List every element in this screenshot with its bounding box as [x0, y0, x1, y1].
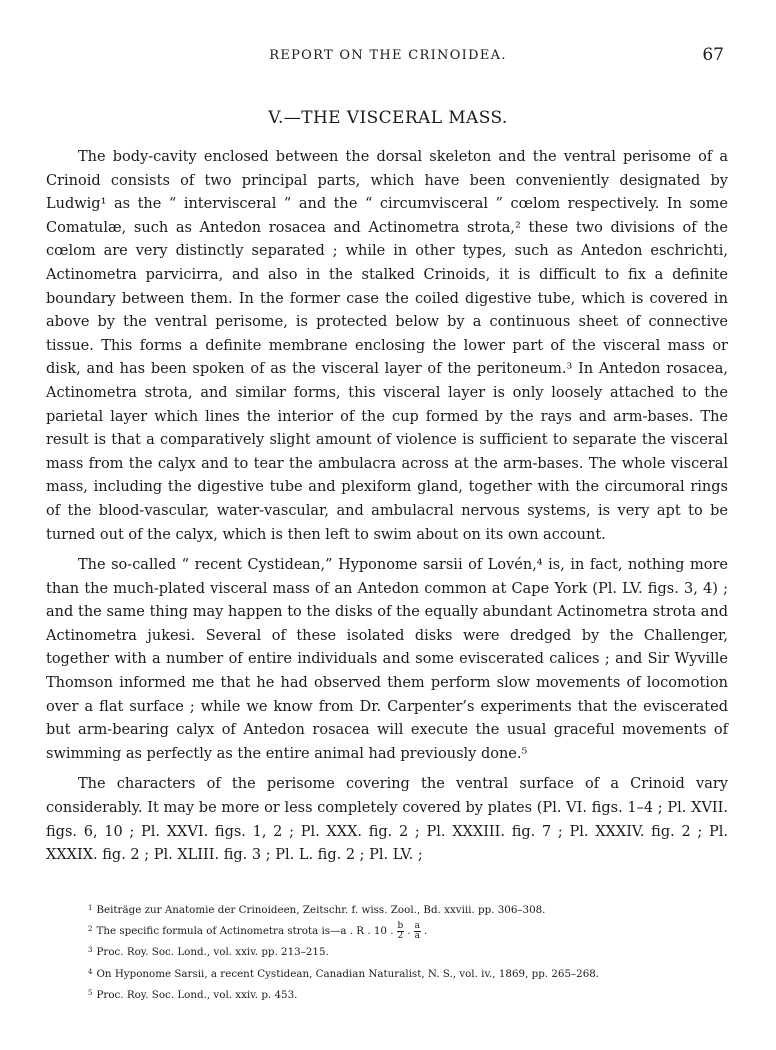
paragraph: The so-called “ recent Cystidean,” Hyponome sarsii of Lovén,⁴ is, in fact, nothing more than the much-plated visceral mass of an Antedon common at Cape York (Pl. LV. figs. 3, 4) ; and the same thing may happen to the disks of the equally abundant Actinometra strota and Actinometra jukesi. Several of these isolated disks were dredged by the Challenger, together with a number of entire individuals and some eviscerated calices ; and Sir Wyville Thomson informed me that he had observed them perform slow movements of locomotion over a flat surface ; while we know from Dr. Carpenter’s experiments that the eviscerated but arm-bearing calyx of Antedon rosacea will execute the usual graceful movements of swimming as perfectly as the entire animal had previously done.⁵: [46, 557, 728, 762]
footnote: [88, 941, 698, 962]
fraction-numerator: b: [397, 920, 404, 931]
footnote-text: Proc. Roy. Soc. Lond., vol. xxiv. pp. 213–215.: [96, 946, 329, 959]
fraction-denominator: a: [414, 930, 420, 941]
section-title: V.—THE VISCERAL MASS.: [268, 108, 508, 128]
footnote-mark: 5: [88, 988, 93, 997]
paragraph: The body-cavity enclosed between the dorsal skeleton and the ventral perisome of a Crinoid consists of two principal parts, which have been conveniently designated by Ludwig¹ as the “ intervisceral ” and the “ circumvisceral ” cœlom respectively. In some Comatulæ, such as Antedon rosacea and Actinometra strota,² these two divisions of the cœlom are very distinctly separated ; while in other types, such as Antedon eschrichti, Actinometra parvicirra, and also in the stalked Crinoids, it is difficult to fix a definite boundary between them. In the former case the coiled digestive tube, which is covered in above by the ventral perisome, is protected below by a continuous sheet of connective tissue. This forms a definite membrane enclosing the lower part of the visceral mass or disk, and has been spoken of as the visceral layer of the peritoneum.³ In Antedon rosacea, Actinometra strota, and similar forms, this visceral layer is only loosely attached to the parietal layer which lines the interior of the cup formed by the rays and arm-bases. The result is that a comparatively slight amount of violence is sufficient to separate the visceral mass from the calyx and to tear the ambulacra across at the arm-bases. The whole visceral mass, including the digestive tube and plexiform gland, together with the circumoral rings of the blood-vascular, water-vascular, and ambulacral nervous systems, is very apt to be turned out of the calyx, which is then left to swim about on its own account.: [46, 149, 728, 543]
formula-fraction: [397, 922, 405, 941]
running-title: REPORT ON THE CRINOIDEA.: [269, 48, 507, 63]
footnote-text: The specific formula of Actinometra strota is—a . R . 10 .: [96, 925, 394, 938]
footnote: [88, 984, 698, 1005]
footnote-mark: 2: [88, 925, 93, 934]
fraction-numerator: a: [414, 920, 420, 931]
running-head: [0, 45, 776, 68]
footnote: [88, 899, 698, 920]
formula-fraction: [414, 922, 421, 941]
footnote-text: On Hyponome Sarsii, a recent Cystidean, Canadian Naturalist, N. S., vol. iv., 1869, pp. 265–268.: [96, 967, 600, 980]
footnote-mark: 1: [88, 904, 93, 912]
footnote: $^2$ The specific formula of Actinometra strota is—a . R . 10 . $\frac{b}{2}$ . $\frac{a}{a}$ .: [88, 920, 428, 941]
footnote-text: Proc. Roy. Soc. Lond., vol. xxiv. p. 453.: [96, 988, 298, 1001]
paragraph: The characters of the perisome covering the ventral surface of a Crinoid vary considerably. It may be more or less completely covered by plates (Pl. VI. figs. 1–4 ; Pl. XVII. figs. 6, 10 ; Pl. XXVI. figs. 1, 2 ; Pl. XXX. fig. 2 ; Pl. XXXIII. fig. 7 ; Pl. XXXIV. fig. 2 ; Pl. XXXIX. fig. 2 ; Pl. XLIII. fig. 3 ; Pl. L. fig. 2 ; Pl. LV. ;: [46, 776, 728, 864]
body-text: [46, 146, 728, 868]
fraction-denominator: 2: [397, 930, 404, 941]
footnotes: [88, 899, 698, 1005]
page-number: 67: [702, 45, 724, 65]
footnote-text: Beiträge zur Anatomie der Crinoideen, Zeitschr. f. wiss. Zool., Bd. xxviii. pp. 306–308.: [96, 904, 546, 916]
footnote-mark: 3: [88, 946, 93, 955]
footnote-mark: 4: [88, 967, 93, 976]
footnote: [88, 963, 698, 984]
